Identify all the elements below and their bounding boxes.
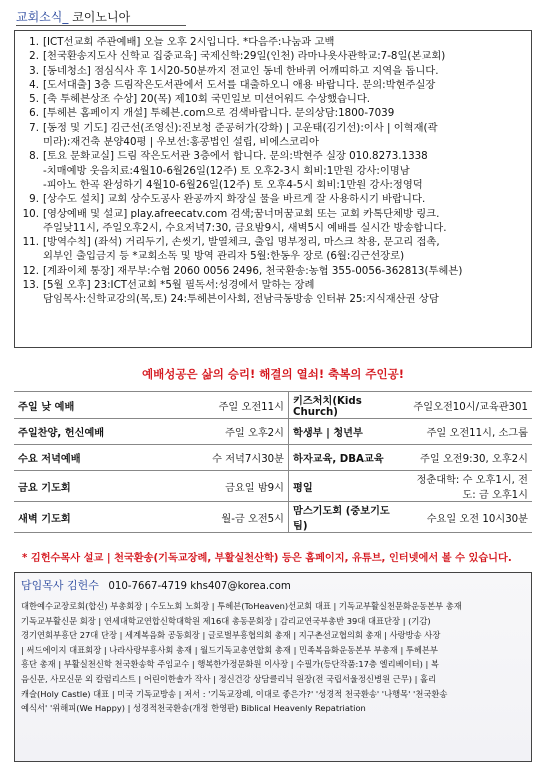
news-item-number: 8. bbox=[29, 150, 39, 163]
news-item-line: [천국환송지도사 신학교 집중교육] 국제신학:29일(인천) 라마나욧사관학교:7-8일(본교회) bbox=[43, 50, 446, 63]
news-item-number: 6. bbox=[29, 107, 39, 120]
schedule-service-time: 정춘대학: 수 오후1시, 전도: 금 오후1시 bbox=[402, 471, 532, 502]
news-item-number: 9. bbox=[29, 193, 39, 206]
news-item-number: 4. bbox=[29, 78, 39, 91]
news-item-text bbox=[43, 278, 525, 307]
news-item bbox=[21, 92, 525, 106]
news-item-line: 담임목사:신학교강의(목,토) 24:투헤븐이사회, 전남극동방송 인터뷰 25:지식재산권 상담 bbox=[43, 293, 439, 306]
news-item-text bbox=[43, 64, 525, 78]
schedule-service-name: 키즈처치(Kids Church) bbox=[289, 392, 403, 419]
news-item-line: -피아노 한곡 완성하기 4월10-6월26일(12주) 토 오후4-5시 회비:1만원 강사:정영덕 bbox=[43, 178, 423, 191]
schedule-service-name: 평일 bbox=[289, 471, 403, 502]
news-item-number: 7. bbox=[29, 121, 39, 134]
schedule-service-name: 금요 기도회 bbox=[14, 471, 130, 502]
news-item bbox=[21, 49, 525, 63]
schedule-service-time: 주일 오전9:30, 오후2시 bbox=[402, 445, 532, 471]
news-item bbox=[21, 192, 525, 206]
pastor-header bbox=[21, 577, 525, 593]
news-item-line: 미라):재건축 분양40평 | 우보선:홍콩법인 설립, 비에스코리아 bbox=[43, 136, 319, 149]
news-item-text bbox=[43, 149, 525, 192]
news-item-text bbox=[43, 78, 525, 92]
schedule-service-time: 주일오전10시/교육관301 bbox=[402, 392, 532, 419]
section-label: 교회소식_ bbox=[16, 10, 69, 24]
schedule-row bbox=[14, 471, 532, 502]
news-item-line: [동정 및 기도] 김근선(조영신):진보청 준공허가(강화) | 고운태(김기선):이사 | 이혁재(곽 bbox=[43, 121, 438, 134]
news-item-text bbox=[43, 207, 525, 236]
news-item-number: 11. bbox=[22, 236, 39, 249]
section-header bbox=[16, 8, 130, 25]
news-item bbox=[21, 64, 525, 78]
news-item-number: 12. bbox=[22, 264, 39, 277]
news-list bbox=[21, 35, 525, 307]
news-item-number: 5. bbox=[29, 93, 39, 106]
news-item-line: [투헤븐 홈페이지 개설] 투헤븐.com으로 검색바랍니다. 문의상담:1800-7039 bbox=[43, 107, 395, 120]
news-item bbox=[21, 35, 525, 49]
news-item-line: [영상예배 및 설교] play.afreecatv.com 검색;꿈너머꿈교회 또는 교회 카톡단체방 링크. bbox=[43, 207, 440, 220]
news-item-text bbox=[43, 264, 525, 278]
news-item-text bbox=[43, 92, 525, 106]
schedule-service-time: 수 저녁7시30분 bbox=[130, 445, 289, 471]
news-item-line: [5월 오후] 23:ICT선교회 *5월 필독서:성경에서 말하는 장례 bbox=[43, 279, 315, 292]
pastor-name: 담임목사 김헌수 bbox=[21, 579, 99, 592]
schedule-service-name: 하자교육, DBA교육 bbox=[289, 445, 403, 471]
pastor-bio-line: 대한예수교장로회(합신) 부총회장 | 수도노회 노회장 | 투헤븐(ToHeaven)선교회 대표 | 기독교부활실천문화운동본부 총재 bbox=[21, 601, 462, 611]
news-item-text bbox=[43, 235, 525, 264]
schedule-service-time: 주일 오전11시 bbox=[130, 392, 289, 419]
news-item-line: [도서대출] 3층 드림작은도서관에서 도서를 대출하오니 애용 바랍니다. 문의:박현주실장 bbox=[43, 78, 436, 91]
news-item bbox=[21, 106, 525, 120]
schedule-row bbox=[14, 392, 532, 419]
schedule-row bbox=[14, 419, 532, 445]
header-divider bbox=[16, 25, 186, 26]
news-item-number: 1. bbox=[29, 36, 39, 48]
news-item bbox=[21, 235, 525, 264]
schedule-service-name: 학생부 | 청년부 bbox=[289, 419, 403, 445]
news-item bbox=[21, 78, 525, 92]
news-item bbox=[21, 207, 525, 236]
schedule-service-time: 금요일 밤9시 bbox=[130, 471, 289, 502]
news-item-number: 3. bbox=[29, 64, 39, 77]
schedule-service-name: 새벽 기도회 bbox=[14, 502, 130, 533]
news-item bbox=[21, 121, 525, 150]
news-item-line: [계좌이체 통장] 재무부:수협 2060 0056 2496, 천국환송:농협 355-0056-362813(투헤븐) bbox=[43, 264, 463, 277]
schedule-service-name: 주일찬양, 헌신예배 bbox=[14, 419, 130, 445]
news-item-text bbox=[43, 121, 525, 150]
schedule-service-time: 월-금 오전5시 bbox=[130, 502, 289, 533]
news-item-text bbox=[43, 49, 525, 63]
pastor-bio-line: | 써드에이지 대표회장 | 나라사랑부흥사회 총재 | 월드기독교총연합회 총재 | 민족복음화운동본부 부총재 | 투헤븐부 bbox=[21, 644, 438, 655]
pastor-bio-line: 흥단 총재 | 부활실천신학 천국환송학 주임교수 | 행복한가정문화원 이사장 | 수필가(등단작품:17층 엘리베이터) | 복 bbox=[21, 659, 439, 670]
news-item-line: [동네청소] 점심식사 후 1시20-50분까지 전교인 동네 한바퀴 어깨띠하고 지역을 돕니다. bbox=[43, 64, 439, 77]
notice-text: * 김헌수목사 설교 | 천국환송(기독교장례, 부활실천산학) 등은 홈페이지, 유튜브, 인터넷에서 볼 수 있습니다. bbox=[22, 553, 512, 564]
news-item-line: 외부인 출입금지 등 *교회소독 및 방역 관리자 5월:한동우 장로 (6월:김근선장로) bbox=[43, 250, 405, 263]
news-item-line: -치매예방 웃음치료:4월10-6월26일(12주) 토 오후2-3시 회비:1만원 강사:이명남 bbox=[43, 164, 410, 177]
news-box bbox=[14, 30, 532, 348]
news-item-line: [ICT선교회 주관예배] 오늘 오후 2시입니다. *다음주:나눔과 고백 bbox=[43, 36, 335, 48]
slogan: 예배성공은 삶의 승리! 해결의 열쇠! 축복의 주인공! bbox=[142, 367, 404, 381]
news-item-line: 주일낮11시, 주일오후2시, 수요저녁7:30, 금요밤9시, 새벽5시 예배를 실시간 방송합니다. bbox=[43, 221, 447, 234]
news-item bbox=[21, 264, 525, 278]
pastor-bio-line: 캐슬(Holy Castle) 대표 | 미국 기독교방송 | 저서 : '기독교장례, 이대로 좋은가?' '성경적 천국환송' '나행목' '천국환송 bbox=[21, 688, 448, 699]
pastor-bio bbox=[21, 599, 525, 716]
news-item-number: 10. bbox=[22, 207, 39, 220]
news-item-line: [상수도 설치] 교회 상수도공사 완공까지 화장실 물을 바르게 잘 사용하시기 바랍니다. bbox=[43, 193, 426, 206]
schedule-service-time: 주일 오후2시 bbox=[130, 419, 289, 445]
news-item-number: 2. bbox=[29, 50, 39, 63]
schedule-service-time: 주일 오전11시, 소그룹 bbox=[402, 419, 532, 445]
news-item-text bbox=[43, 192, 525, 206]
news-item-line: [방역수칙] (좌석) 거리두기, 손씻기, 발열체크, 출입 명부정리, 마스크 착용, 문고리 접촉, bbox=[43, 236, 440, 249]
pastor-box bbox=[14, 572, 532, 762]
news-item-line: [축 투헤븐상조 수상] 20(목) 제10회 국민일보 미션어워드 수상했습니다. bbox=[43, 93, 371, 106]
news-item bbox=[21, 149, 525, 192]
pastor-bio-line: 기독교부활신문 회장 | 연세대학교연합신학대학원 제16대 총동문회장 | 감리교연국부총반 39대 대표단장 | (기감) bbox=[21, 615, 431, 626]
schedule-service-time: 수요일 오전 10시30분 bbox=[402, 502, 532, 533]
worship-schedule-table bbox=[14, 391, 532, 533]
schedule-service-name: 수요 저녁예배 bbox=[14, 445, 130, 471]
news-item-text bbox=[43, 35, 525, 49]
section-title: 코이노니아 bbox=[72, 10, 131, 24]
schedule-service-name: 맘스기도회 (중보기도팀) bbox=[289, 502, 403, 533]
pastor-bio-line: 음신문, 사모신문 외 칼럼리스트 | 어린이한솔가 작사 | 정신건강 상담클리닉 원장(전 국립서울정신병원 근무) | 홀리 bbox=[21, 673, 437, 684]
news-item-line: [토요 문화교실] 드림 작은도서관 3층에서 합니다. 문의:박현주 실장 010.8273.1338 bbox=[43, 150, 428, 163]
news-item-number: 13. bbox=[22, 279, 39, 292]
pastor-contact: 010-7667-4719 khs407@korea.com bbox=[108, 581, 291, 592]
schedule-row bbox=[14, 502, 532, 533]
news-item-text bbox=[43, 106, 525, 120]
pastor-bio-line: 경기연회부흥단 27대 단장 | 세계복음화 공동회장 | 글로벌부흥협의회 총재 | 지구촌선교협의회 총재 | 사랑방송 사장 bbox=[21, 630, 441, 641]
schedule-row bbox=[14, 445, 532, 471]
news-item bbox=[21, 278, 525, 307]
schedule-service-name: 주일 낮 예배 bbox=[14, 392, 130, 419]
pastor-bio-line: 예식서' '위해피(We Happy) | 성경적천국환송(개정 한영판) Biblical Heavenly Repatriation bbox=[21, 703, 366, 714]
